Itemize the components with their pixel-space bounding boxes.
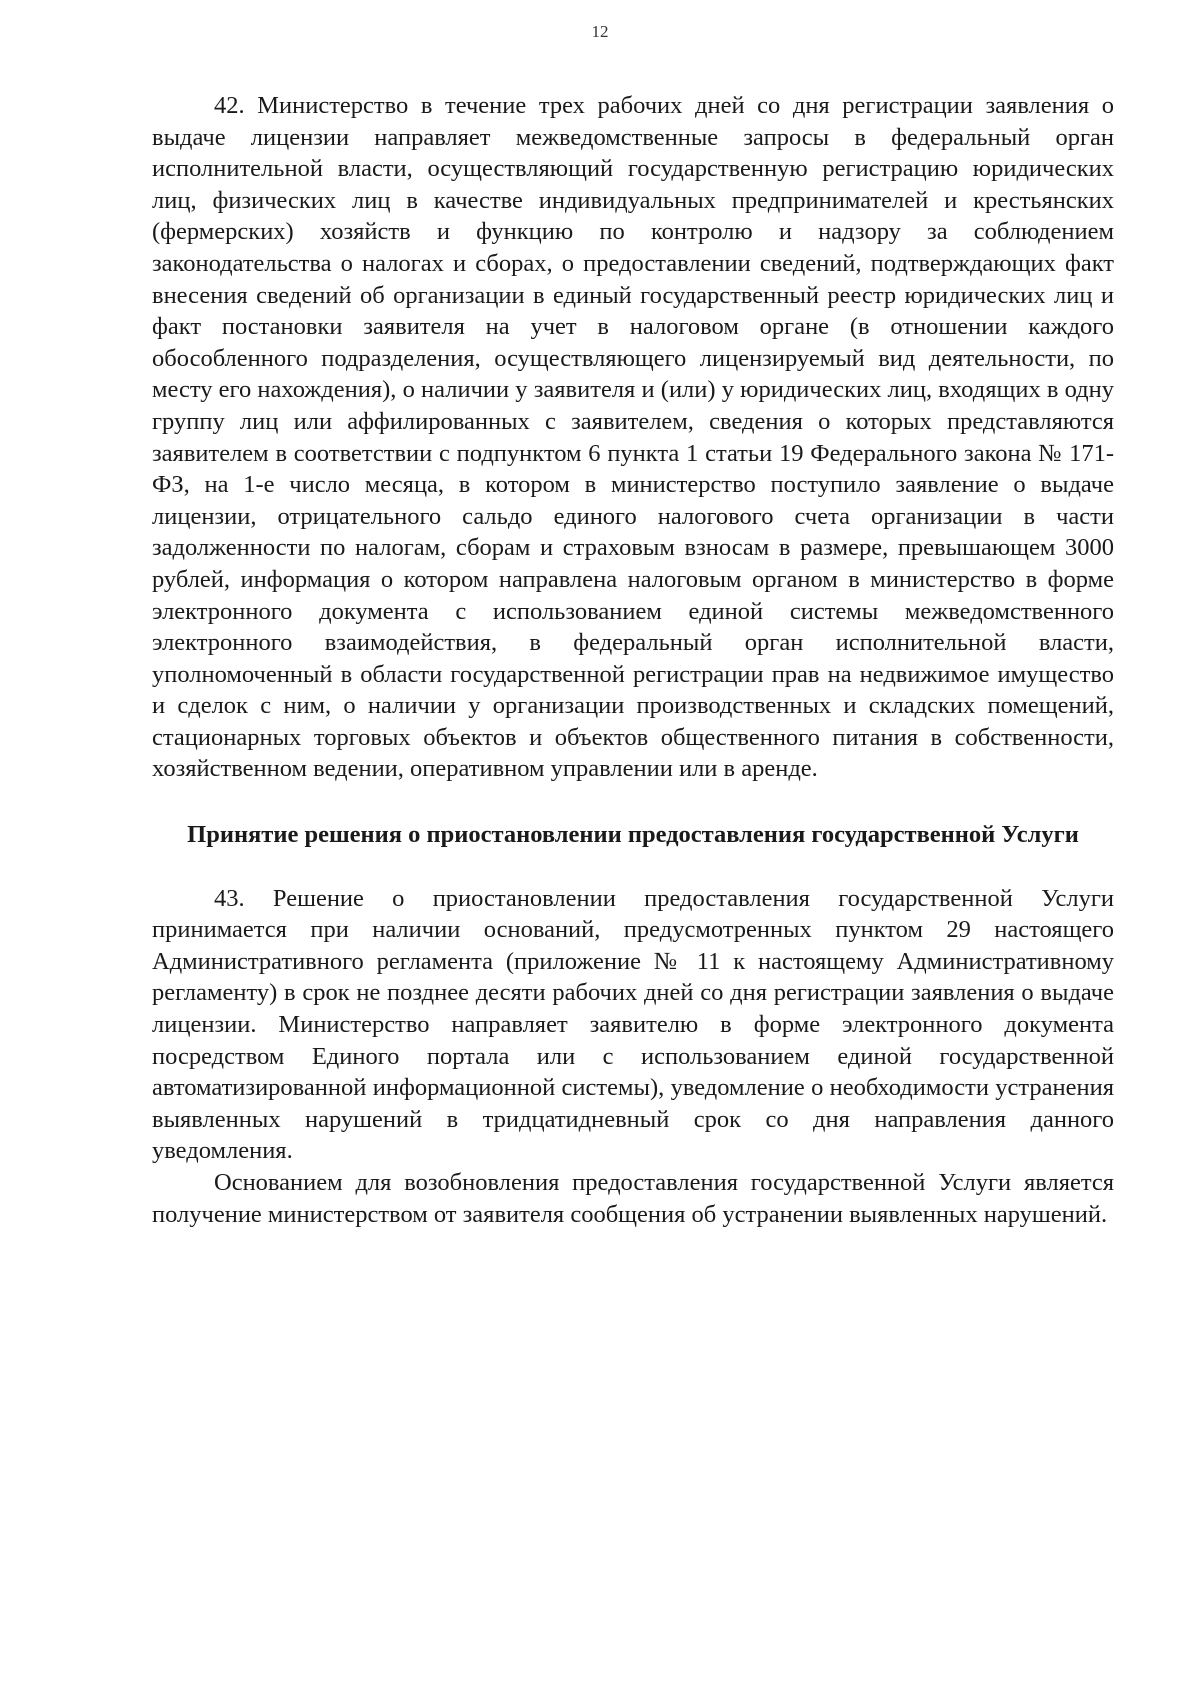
paragraph-43-continuation: Основанием для возобновления предоставления государственной Услуги является получение министерством от заявителя сообщения об устранении выявленных нарушений.: [152, 1169, 1114, 1228]
page-number: 12: [591, 22, 609, 41]
section-heading: Принятие решения о приостановлении предоставления государственной Услуги: [187, 821, 1079, 849]
paragraph-43: 43. Решение о приостановлении предоставления государственной Услуги принимается при наличии оснований, предусмотренных пунктом 29 настоящего Административного регламента (приложение № 11 к настоящему Административному регламенту) в срок не позднее десяти рабочих дней со дня регистрации заявления о выдаче лицензии. Министерство направляет заявителю в форме электронного документа посредством Единого портала или с использованием единой государственной автоматизированной информационной системы), уведомление о необходимости устранения выявленных нарушений в тридцатидневный срок со дня направления данного уведомления.: [152, 884, 1114, 1165]
document-body: [152, 90, 1114, 1230]
paragraph-42: 42. Министерство в течение трех рабочих дней со дня регистрации заявления о выдаче лицензии направляет межведомственные запросы в федеральный орган исполнительной власти, осуществляющий государственную регистрацию юридических лиц, физических лиц в качестве индивидуальных предпринимателей и крестьянских (фермерских) хозяйств и функцию по контролю и надзору за соблюдением законодательства о налогах и сборах, о предоставлении сведений, подтверждающих факт внесения сведений об организации в единый государственный реестр юридических лиц и факт постановки заявителя на учет в налоговом органе (в отношении каждого обособленного подразделения, осуществляющего лицензируемый вид деятельности, по месту его нахождения), о наличии у заявителя и (или) у юридических лиц, входящих в одну группу лиц или аффилированных с заявителем, сведения о которых представляются заявителем в соответствии с подпунктом 6 пункта 1 статьи 19 Федерального закона № 171-ФЗ, на 1-е число месяца, в котором в министерство поступило заявление о выдаче лицензии, отрицательного сальдо единого налогового счета организации в части задолженности по налогам, сборам и страховым взносам в размере, превышающем 3000 рублей, информация о котором направлена налоговым органом в министерство в форме электронного документа с использованием единой системы межведомственного электронного взаимодействия, в федеральный орган исполнительной власти, уполномоченный в области государственной регистрации прав на недвижимое имущество и сделок с ним, о наличии у организации производственных и складских помещений, стационарных торговых объектов и объектов общественного питания в собственности, хозяйственном ведении, оперативном управлении или в аренде.: [152, 92, 1114, 783]
